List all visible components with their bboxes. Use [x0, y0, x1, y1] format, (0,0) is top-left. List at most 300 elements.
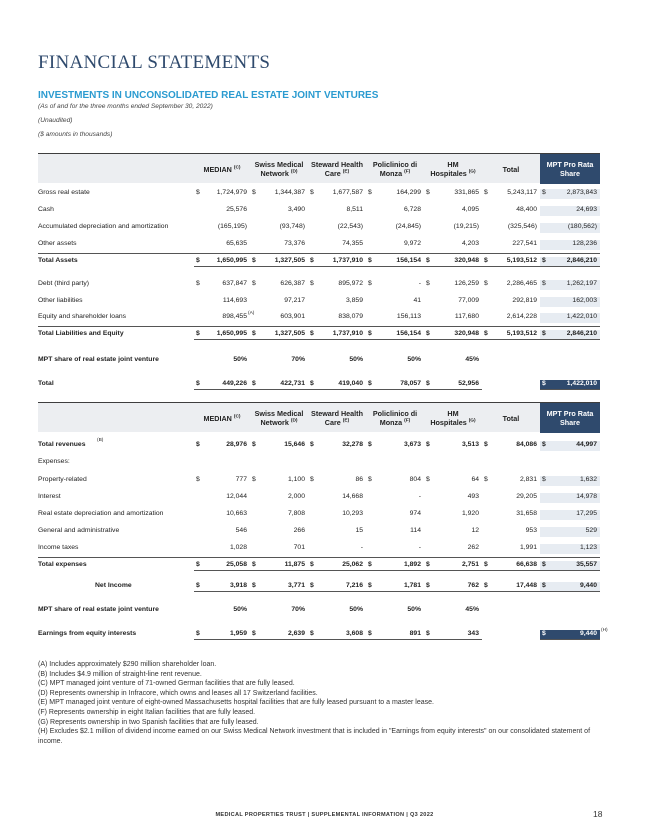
table-cell [194, 297, 250, 307]
cell-value: 838,079 [338, 313, 363, 320]
cell-value: (93,748) [279, 223, 305, 230]
table-row [38, 541, 600, 555]
col-header-median: MEDIAN $^{(C)}$ [203, 413, 241, 423]
table-cell [482, 257, 540, 267]
row-label: Equity and shareholder loans [38, 313, 127, 320]
currency-symbol: $ [196, 257, 200, 264]
expenses-label [38, 455, 600, 469]
cell-value: (24,845) [395, 223, 421, 230]
table-cell [482, 561, 540, 571]
table-cell [308, 544, 366, 554]
currency-symbol: $ [426, 189, 430, 196]
table-row [38, 627, 608, 641]
currency-symbol: $ [484, 582, 488, 589]
table-cell [308, 476, 366, 486]
table-cell [366, 257, 424, 267]
table-cell [194, 380, 250, 390]
table-cell [250, 561, 308, 571]
currency-symbol: $ [426, 257, 430, 264]
table-row [38, 203, 600, 217]
table-cell [366, 206, 424, 216]
table-cell [250, 356, 308, 366]
table-cell [424, 441, 482, 451]
table-cell [366, 330, 424, 340]
subtitle-period: (As of and for the three months ended September 30, 2022) [38, 103, 213, 110]
currency-symbol: $ [310, 257, 314, 264]
currency-symbol: $ [542, 257, 546, 264]
table-row [38, 353, 600, 367]
cell-value: 1,920 [461, 510, 479, 517]
cell-value: 156,154 [396, 257, 421, 264]
table-cell [194, 630, 250, 640]
currency-symbol: $ [368, 630, 372, 637]
table-cell [194, 330, 250, 340]
cell-value: 1,959 [229, 630, 247, 637]
currency-symbol: $ [426, 630, 430, 637]
table-row [38, 438, 600, 452]
currency-symbol: $ [484, 441, 488, 448]
cell-value: 529 [585, 527, 597, 534]
table-row [38, 507, 600, 521]
table-cell [308, 330, 366, 340]
table-row [38, 326, 600, 340]
table-cell [250, 544, 308, 554]
cell-value: 6,728 [403, 206, 421, 213]
cell-value: 4,203 [461, 240, 479, 247]
table-cell [250, 606, 308, 616]
cell-value: 9,440 [579, 630, 597, 637]
row-label: Debt (third party) [38, 280, 89, 287]
cell-value: 5,243,117 [507, 189, 537, 196]
table-cell [540, 582, 600, 592]
subtitle-units: ($ amounts in thousands) [38, 131, 113, 138]
cell-value: 449,226 [222, 380, 247, 387]
table-cell [366, 582, 424, 592]
currency-symbol: $ [196, 582, 200, 589]
table-cell [424, 380, 482, 390]
table-cell [250, 380, 308, 390]
cell-value: 45% [465, 356, 479, 363]
cell-value: 1,724,979 [216, 189, 247, 196]
cell-value: 343 [467, 630, 479, 637]
cell-value: 8,511 [346, 206, 363, 213]
table-cell [424, 223, 482, 233]
cell-value: 1,422,010 [566, 313, 597, 320]
table-cell [482, 510, 540, 520]
row-label: Other liabilities [38, 297, 83, 304]
cell-value: 804 [409, 476, 421, 483]
cell-value: 11,875 [284, 561, 305, 568]
value-footnote-ref: (H) [601, 628, 608, 633]
cell-value: 974 [409, 510, 421, 517]
cell-value: 762 [467, 582, 479, 589]
table-cell [308, 561, 366, 571]
currency-symbol: $ [252, 441, 256, 448]
table-cell [424, 330, 482, 340]
cell-value: 74,355 [342, 240, 363, 247]
row-label-footnote-ref: (B) [97, 438, 104, 443]
table-cell [250, 630, 308, 640]
currency-symbol: $ [252, 280, 256, 287]
currency-symbol: $ [310, 280, 314, 287]
table-cell [194, 280, 250, 290]
cell-value: 48,400 [516, 206, 537, 213]
cell-value: 1,344,387 [274, 189, 305, 196]
cell-value: 603,901 [280, 313, 305, 320]
currency-symbol: $ [484, 280, 488, 287]
currency-symbol: $ [426, 280, 430, 287]
col-header-mpt-share: MPT Pro Rata Share [540, 403, 600, 433]
table-row [38, 186, 600, 200]
table-cell [540, 630, 600, 640]
table-cell [308, 206, 366, 216]
table-cell [308, 582, 366, 592]
table-cell [424, 240, 482, 250]
footnote-e: (E) MPT managed joint venture of eight-owned Massachusetts hospital facilities that are fully leased pursuant to a master lease. [38, 699, 434, 707]
table-cell [366, 606, 424, 616]
cell-value: 331,865 [454, 189, 479, 196]
cell-value: 35,557 [576, 561, 597, 568]
table-cell [366, 280, 424, 290]
currency-symbol: $ [484, 476, 488, 483]
table-cell [366, 544, 424, 554]
cell-value: (22,543) [337, 223, 363, 230]
cell-value: 25,058 [226, 561, 247, 568]
col-header-hm: HM Hospitales $^{(G)}$ [430, 160, 476, 178]
cell-value: 2,846,210 [566, 330, 597, 337]
cell-value: 320,948 [454, 257, 479, 264]
table-cell [424, 527, 482, 537]
cell-value: 10,293 [342, 510, 363, 517]
currency-symbol: $ [196, 441, 200, 448]
table-cell [482, 527, 540, 537]
table-cell [194, 189, 250, 199]
currency-symbol: $ [542, 476, 546, 483]
currency-symbol: $ [368, 330, 372, 337]
footnote-g: (G) Represents ownership in two Spanish facilities that are fully leased. [38, 718, 259, 726]
cell-value: 25,576 [226, 206, 247, 213]
row-label: General and administrative [38, 527, 120, 534]
row-label: MPT share of real estate joint venture [38, 356, 159, 363]
currency-symbol: $ [368, 380, 372, 387]
col-header-total: Total [502, 164, 520, 174]
table-cell [366, 240, 424, 250]
table-cell [424, 582, 482, 592]
table-row [38, 490, 600, 504]
table-cell [482, 380, 540, 390]
cell-value: 493 [467, 493, 479, 500]
cell-value: 3,490 [287, 206, 305, 213]
currency-symbol: $ [542, 582, 546, 589]
currency-symbol: $ [310, 380, 314, 387]
currency-symbol: $ [542, 441, 546, 448]
table-cell [540, 313, 600, 323]
section-title: INVESTMENTS IN UNCONSOLIDATED REAL ESTATE JOINT VENTURES [38, 90, 379, 101]
cell-value: 891 [409, 630, 421, 637]
table-cell [250, 493, 308, 503]
table-cell [250, 189, 308, 199]
cell-value: 637,847 [222, 280, 247, 287]
currency-symbol: $ [484, 330, 488, 337]
currency-symbol: $ [196, 561, 200, 568]
cell-value: 86 [355, 476, 363, 483]
currency-symbol: $ [542, 380, 546, 387]
cell-value: 128,236 [572, 240, 597, 247]
table-cell [424, 630, 482, 640]
footnote-f: (F) Represents ownership in eight Italian facilities that are fully leased. [38, 708, 256, 716]
cell-value: 1,422,010 [566, 380, 597, 387]
cell-value: 626,387 [280, 280, 305, 287]
cell-value: 25,062 [342, 561, 363, 568]
currency-symbol: $ [368, 257, 372, 264]
footnote-d: (D) Represents ownership in Infracore, which owns and leases all 17 Switzerland facilities. [38, 689, 318, 697]
cell-value: (19,215) [453, 223, 479, 230]
cell-value: 292,819 [512, 297, 537, 304]
table-cell [366, 356, 424, 366]
cell-value: 17,295 [576, 510, 597, 517]
row-label: Interest [38, 493, 61, 500]
cell-value: 3,673 [403, 441, 421, 448]
cell-value: 50% [233, 606, 247, 613]
table-cell [540, 223, 600, 233]
table-row [38, 579, 600, 593]
cell-value: 1,632 [579, 476, 597, 483]
cell-value: 17,448 [516, 582, 537, 589]
table-cell [194, 510, 250, 520]
cell-value: 73,376 [284, 240, 305, 247]
cell-value: 50% [407, 606, 421, 613]
col-header-monza: Policlinico di Monza $^{(F)}$ [372, 409, 418, 427]
row-label: Total Assets [38, 257, 78, 264]
cell-value: 64 [471, 476, 479, 483]
currency-symbol: $ [310, 582, 314, 589]
table-cell [540, 330, 600, 340]
table-cell [482, 280, 540, 290]
table-cell [308, 630, 366, 640]
col-header-swiss: Swiss Medical Network $^{(D)}$ [254, 160, 304, 178]
cell-value: 78,057 [400, 380, 421, 387]
table-row [38, 557, 600, 571]
cell-value: 1,677,587 [332, 189, 363, 196]
cell-value: 5,193,512 [506, 330, 537, 337]
currency-symbol: $ [542, 189, 546, 196]
currency-symbol: $ [484, 257, 488, 264]
cell-value: 14,978 [576, 493, 597, 500]
table-cell [424, 257, 482, 267]
cell-value: 41 [413, 297, 421, 304]
cell-value: 2,751 [461, 561, 479, 568]
cell-value: 1,327,505 [274, 257, 305, 264]
balance-sheet-table [38, 153, 600, 387]
cell-value: 262 [467, 544, 479, 551]
table-cell [540, 257, 600, 267]
col-header-mpt-share: MPT Pro Rata Share [540, 154, 600, 184]
cell-value: 3,513 [461, 441, 479, 448]
table-cell [366, 510, 424, 520]
page-number: 18 [593, 809, 603, 819]
cell-value: 24,693 [576, 206, 597, 213]
value-footnote-ref: (A) [248, 311, 255, 316]
currency-symbol: $ [252, 189, 256, 196]
col-header-total: Total [502, 413, 520, 423]
currency-symbol: $ [252, 380, 256, 387]
currency-symbol: $ [310, 189, 314, 196]
cell-value: 10,663 [226, 510, 247, 517]
row-label: Income taxes [38, 544, 79, 551]
cell-value: 97,217 [284, 297, 305, 304]
table-row [38, 473, 600, 487]
table-cell [366, 223, 424, 233]
table-cell [424, 561, 482, 571]
table-cell [194, 527, 250, 537]
table-cell [194, 561, 250, 571]
cell-value: 164,299 [396, 189, 421, 196]
cell-value: 3,918 [229, 582, 247, 589]
currency-symbol: $ [426, 476, 430, 483]
currency-symbol: $ [252, 330, 256, 337]
col-header-steward: Steward Health Care $^{(E)}$ [311, 160, 363, 178]
cell-value: 77,009 [458, 297, 479, 304]
cell-value: (165,195) [217, 223, 247, 230]
table-cell [308, 510, 366, 520]
table-cell [424, 297, 482, 307]
cell-value: 546 [235, 527, 247, 534]
currency-symbol: $ [542, 280, 546, 287]
cell-value: 126,259 [454, 280, 479, 287]
page-footer: MEDICAL PROPERTIES TRUST | SUPPLEMENTAL INFORMATION | Q3 2022 [215, 812, 434, 818]
table-cell [366, 189, 424, 199]
cell-value: 45% [465, 606, 479, 613]
table-cell [540, 206, 600, 216]
currency-symbol: $ [368, 280, 372, 287]
cell-value: 1,262,197 [566, 280, 597, 287]
table-cell [250, 280, 308, 290]
table-cell [194, 223, 250, 233]
cell-value: 12 [471, 527, 479, 534]
footnote-h: (H) Excludes $2.1 million of dividend income earned on our Swiss Medical Network investment that is included in "Earnings from equity interests" on our consolidated statement of income. [38, 728, 591, 745]
cell-value: 28,976 [226, 441, 247, 448]
table-cell [540, 527, 600, 537]
cell-value: 70% [291, 606, 305, 613]
cell-value: 12,044 [226, 493, 247, 500]
cell-value: 15,646 [284, 441, 305, 448]
cell-value: - [360, 544, 363, 551]
cell-value: 70% [291, 356, 305, 363]
cell-value: 227,541 [512, 240, 537, 247]
row-label: Total Liabilities and Equity [38, 330, 124, 337]
table-cell [308, 223, 366, 233]
currency-symbol: $ [196, 380, 200, 387]
table-cell [366, 441, 424, 451]
currency-symbol: $ [368, 441, 372, 448]
cell-value: 1,781 [403, 582, 421, 589]
currency-symbol: $ [542, 330, 546, 337]
col-header-swiss: Swiss Medical Network $^{(D)}$ [254, 409, 304, 427]
table-cell [424, 280, 482, 290]
table-cell [250, 257, 308, 267]
cell-value: 65,635 [226, 240, 247, 247]
cell-value: 1,327,505 [274, 330, 305, 337]
table-row [38, 277, 600, 291]
row-label: Total [38, 380, 54, 387]
table-cell [424, 313, 482, 323]
table-cell [250, 330, 308, 340]
cell-value: 2,000 [287, 493, 305, 500]
table-cell [250, 206, 308, 216]
table-cell [194, 313, 250, 323]
table-row [38, 253, 600, 267]
cell-value: 3,859 [345, 297, 363, 304]
currency-symbol: $ [426, 380, 430, 387]
cell-value: 320,948 [454, 330, 479, 337]
table-cell [308, 380, 366, 390]
cell-value: - [418, 280, 421, 287]
cell-value: 117,680 [454, 313, 479, 320]
currency-symbol: $ [542, 561, 546, 568]
subtitle-unaudited: (Unaudited) [38, 117, 73, 124]
table-row [38, 377, 600, 391]
cell-value: 1,737,910 [332, 257, 363, 264]
currency-symbol: $ [196, 630, 200, 637]
currency-symbol: $ [196, 476, 200, 483]
row-label: Accumulated depreciation and amortization [38, 223, 169, 230]
cell-value: (325,546) [507, 223, 537, 230]
table-cell [366, 527, 424, 537]
footnote-a: (A) Includes approximately $290 million shareholder loan. [38, 661, 217, 668]
cell-value: 2,286,465 [506, 280, 537, 287]
currency-symbol: $ [368, 476, 372, 483]
currency-symbol: $ [484, 561, 488, 568]
table-cell [540, 493, 600, 503]
table-header [38, 402, 600, 432]
table-cell [482, 582, 540, 592]
cell-value: 1,737,910 [332, 330, 363, 337]
table-cell [308, 240, 366, 250]
table-cell [308, 313, 366, 323]
currency-symbol: $ [252, 257, 256, 264]
table-cell [540, 380, 600, 390]
table-cell [482, 240, 540, 250]
table-cell [366, 561, 424, 571]
table-cell [308, 441, 366, 451]
cell-value: 777 [235, 476, 247, 483]
cell-value: 2,639 [287, 630, 305, 637]
currency-symbol: $ [310, 630, 314, 637]
table-cell [482, 223, 540, 233]
currency-symbol: $ [196, 330, 200, 337]
cell-value: 2,831 [519, 476, 537, 483]
cell-value: 419,040 [338, 380, 363, 387]
currency-symbol: $ [426, 330, 430, 337]
cell-value: 50% [407, 356, 421, 363]
cell-value: 14,668 [342, 493, 363, 500]
table-cell [424, 189, 482, 199]
currency-symbol: $ [196, 280, 200, 287]
table-cell [540, 297, 600, 307]
table-cell [424, 206, 482, 216]
cell-value: 114 [410, 527, 421, 534]
cell-value: - [418, 544, 421, 551]
currency-symbol: $ [252, 561, 256, 568]
table-cell [424, 544, 482, 554]
table-cell [540, 441, 600, 451]
cell-value: 32,278 [342, 441, 363, 448]
table-cell [540, 240, 600, 250]
cell-value: 2,846,210 [566, 257, 597, 264]
table-cell [250, 510, 308, 520]
cell-value: 44,997 [576, 441, 597, 448]
cell-value: 2,614,228 [506, 313, 537, 320]
